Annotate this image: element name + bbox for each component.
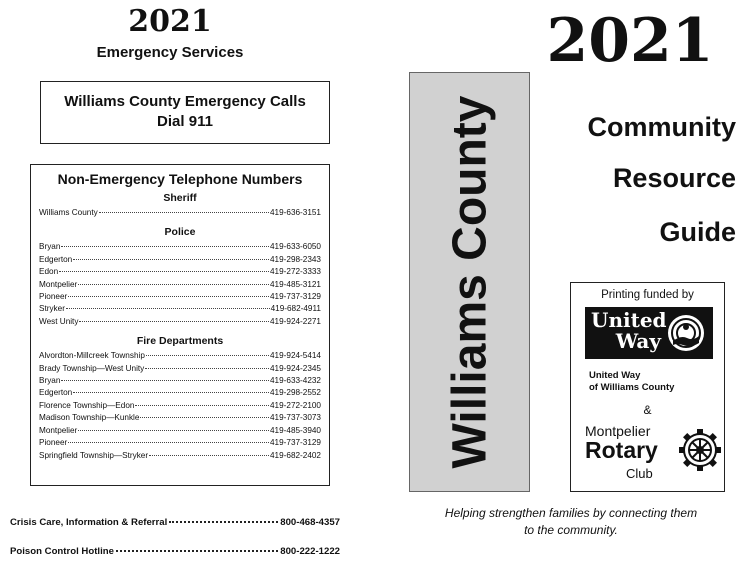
leader-dots [169, 514, 278, 523]
entry-name: Springfield Township—Stryker [39, 450, 149, 460]
united-way-name-line1: United Way [589, 370, 641, 381]
emergency-services-title: Emergency Services [96, 44, 244, 61]
section-heading-police: Police [164, 226, 196, 239]
united-way-logo [585, 307, 713, 359]
section-heading-fire-departments: Fire Departments [136, 335, 224, 348]
entry-name: West Unity [39, 316, 79, 326]
entry-phone: 419-924-2271 [270, 316, 321, 326]
entry-name: Florence Township—Edon [39, 400, 135, 410]
entry-phone: 419-636-3151 [270, 208, 321, 217]
united-way-logo-text [591, 308, 667, 353]
united-way-name-line2: of Williams County [589, 382, 675, 393]
entry-name: Brady Township—West Unity [39, 363, 145, 373]
title-community: Community [587, 112, 736, 142]
leader-dots [116, 543, 278, 552]
entry-phone: 419-272-3333 [270, 267, 321, 277]
leader-dots [61, 372, 269, 381]
entry-name: Bryan [39, 376, 61, 386]
united-way-logo-line1: United [591, 308, 667, 332]
funded-by-label: Printing funded by [601, 289, 694, 301]
entry-phone: 419-737-3073 [270, 413, 321, 423]
phone-row [39, 315, 321, 327]
entry-name: Bryan [39, 242, 61, 252]
sponsor-box [570, 282, 725, 492]
hotline-name: Crisis Care, Information & Referral [10, 517, 168, 528]
entry-phone: 419-924-5414 [270, 351, 321, 361]
entry-name: Williams County [39, 208, 98, 217]
hotline-phone: 800-222-1222 [280, 546, 340, 557]
leader-dots [145, 360, 269, 369]
leader-dots [66, 300, 270, 309]
entry-name: Montpelier [39, 279, 78, 289]
entry-phone: 419-298-2552 [270, 388, 321, 398]
title-guide: Guide [659, 217, 736, 247]
tagline-line1: Helping strengthen families by connecting them [444, 506, 698, 520]
dial-911-label: Dial 911 [157, 113, 213, 130]
entry-phone: 419-737-3129 [270, 438, 321, 448]
entry-name: Stryker [39, 304, 65, 314]
united-way-name [589, 370, 674, 394]
entry-name: Edgerton [39, 254, 73, 264]
entry-name: Edgerton [39, 388, 73, 398]
entry-name: Madison Township—Kunkle [39, 413, 140, 423]
entry-name: Edon [39, 267, 59, 277]
leader-dots [79, 313, 269, 322]
leader-dots [78, 422, 269, 431]
phone-row [39, 206, 321, 218]
entry-phone: 419-633-4232 [270, 376, 321, 386]
rotary-montpelier-label: Montpelier [585, 423, 651, 439]
entry-name: Pioneer [39, 438, 68, 448]
hotline-phone: 800-468-4357 [280, 517, 340, 528]
entry-name: Pioneer [39, 292, 68, 302]
rotary-wheel-icon [679, 429, 721, 471]
leader-dots [99, 204, 269, 213]
ampersand: & [643, 403, 652, 417]
united-way-logo-line2: Way [615, 329, 661, 353]
leader-dots [68, 288, 269, 297]
county-banner [409, 72, 530, 492]
entry-name: Alvordton-Millcreek Township [39, 351, 145, 361]
cover-year: 2021 [546, 6, 714, 76]
leader-dots [146, 347, 269, 356]
non-emergency-box [30, 164, 330, 486]
leader-dots [149, 447, 269, 456]
leader-dots [73, 251, 269, 260]
emergency-calls-label: Williams County Emergency Calls [64, 93, 306, 110]
united-way-hand-icon [665, 313, 707, 353]
entry-phone: 419-682-2402 [270, 450, 321, 460]
emergency-year: 2021 [128, 4, 212, 39]
leader-dots [59, 263, 269, 272]
entry-phone: 419-633-6050 [270, 242, 321, 252]
entry-phone: 419-485-3121 [270, 279, 321, 289]
entry-name: Montpelier [39, 425, 78, 435]
county-banner-text: Williams County [443, 95, 496, 469]
tagline-line2: to the community. [524, 523, 618, 537]
tagline [402, 505, 740, 539]
leader-dots [73, 384, 269, 393]
section-heading-sheriff: Sheriff [163, 192, 197, 204]
crisis-care-hotline [10, 516, 340, 528]
poison-control-hotline [10, 545, 340, 557]
leader-dots [68, 434, 269, 443]
entry-phone: 419-737-3129 [270, 292, 321, 302]
rotary-label: Rotary [585, 437, 658, 463]
entry-phone: 419-298-2343 [270, 254, 321, 264]
non-emergency-title: Non-Emergency Telephone Numbers [57, 171, 303, 187]
leader-dots [61, 238, 269, 247]
emergency-calls-box [40, 81, 330, 144]
leader-dots [140, 409, 269, 418]
entry-phone: 419-485-3940 [270, 425, 321, 435]
entry-phone: 419-272-2100 [270, 400, 321, 410]
hotline-name: Poison Control Hotline [10, 546, 114, 557]
entry-phone: 419-682-4911 [270, 304, 321, 314]
phone-row [39, 449, 321, 461]
leader-dots [78, 276, 269, 285]
entry-phone: 419-924-2345 [270, 363, 321, 373]
leader-dots [135, 397, 269, 406]
rotary-club-label: Club [626, 466, 653, 481]
title-resource: Resource [612, 163, 736, 193]
